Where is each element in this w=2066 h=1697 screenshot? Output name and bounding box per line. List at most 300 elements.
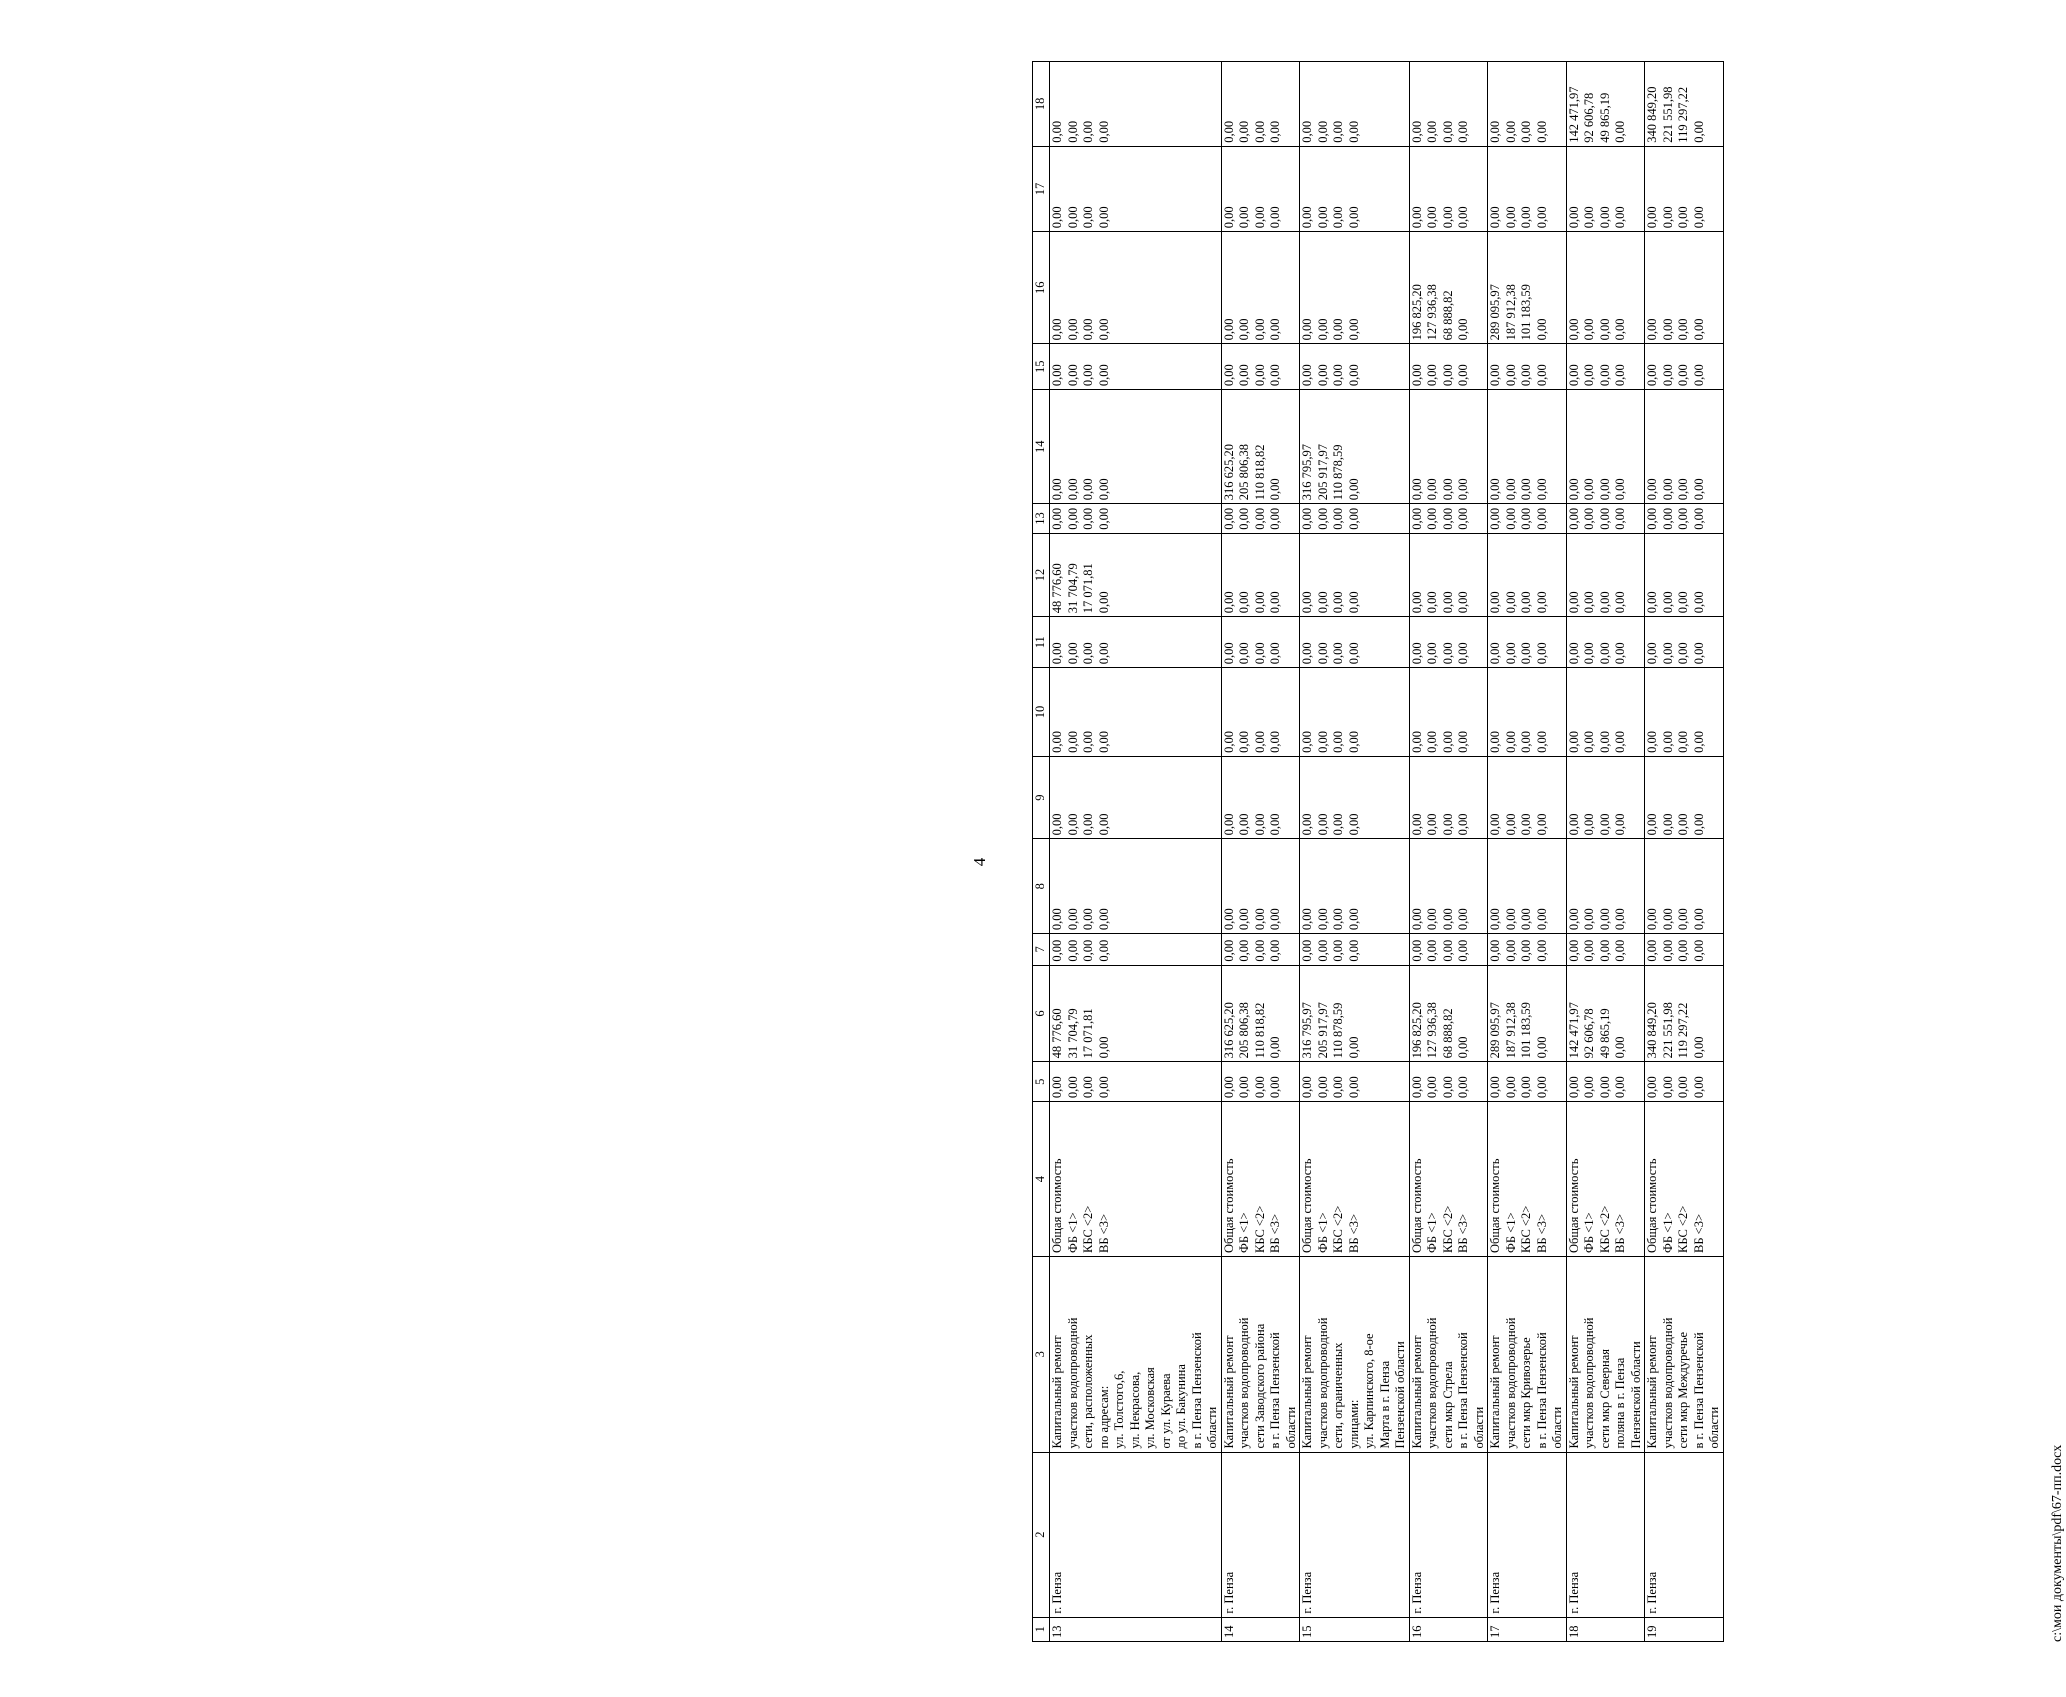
amount-value: 316 625,20: [1221, 1002, 1236, 1059]
amount-value: 110 818,82: [1252, 1002, 1267, 1059]
amount-cell: [1645, 390, 1724, 504]
amount-cell: [1566, 344, 1645, 390]
description-line: в г. Пенза Пензенской: [1456, 1332, 1470, 1449]
amount-value: 0,00: [1268, 813, 1282, 836]
amount-cell: [1566, 1062, 1645, 1102]
amount-value: 0,00: [1081, 507, 1095, 530]
amount-value: 0,00: [1096, 642, 1111, 665]
amount-value: 0,00: [1660, 908, 1675, 931]
funding-source-label: ВБ <3>: [1096, 1213, 1111, 1253]
amount-value: 0,00: [1597, 206, 1612, 229]
amount-value: 0,00: [1065, 206, 1080, 229]
amount-value: 0,00: [1065, 908, 1080, 931]
amount-value: 0,00: [1331, 364, 1345, 387]
amount-value: 31 704,79: [1065, 1008, 1080, 1059]
amount-value: 0,00: [1534, 364, 1549, 387]
amount-value: 0,00: [1237, 318, 1251, 341]
description-line: участков водопроводной: [1582, 1317, 1596, 1449]
amount-cell: [1645, 232, 1724, 344]
amount-cell: [1221, 232, 1300, 344]
amount-value: 0,00: [1346, 1036, 1361, 1059]
amount-cell: [1300, 232, 1410, 344]
amount-value: 0,00: [1597, 730, 1612, 753]
amount-value: 0,00: [1503, 642, 1518, 665]
amount-value: 0,00: [1315, 591, 1330, 614]
amount-value: 0,00: [1582, 813, 1596, 836]
funding-source-cell: [1488, 1102, 1567, 1257]
amount-value: 0,00: [1346, 478, 1361, 501]
amount-value: 0,00: [1691, 206, 1706, 229]
header-cell: 1: [1033, 1617, 1050, 1641]
amount-value: 0,00: [1503, 478, 1518, 501]
header-cell: 7: [1033, 934, 1050, 966]
amount-cell: [1566, 62, 1645, 147]
amount-value: 0,00: [1315, 364, 1330, 387]
amount-value: 0,00: [1566, 507, 1581, 530]
amount-value: 0,00: [1660, 642, 1675, 665]
funding-source-label: Общая стоимость: [1300, 1158, 1314, 1253]
description-line: сети мкр Междуречье: [1676, 1331, 1690, 1449]
amount-value: 0,00: [1425, 206, 1439, 229]
amount-value: 0,00: [1597, 642, 1612, 665]
amount-value: 0,00: [1566, 478, 1581, 501]
amount-value: 0,00: [1597, 507, 1612, 530]
amount-cell: [1488, 146, 1567, 232]
amount-value: 0,00: [1676, 364, 1690, 387]
amount-value: 0,00: [1050, 318, 1064, 341]
amount-value: 0,00: [1315, 1076, 1330, 1099]
description-line: ул. Толстого,6,: [1112, 1370, 1126, 1449]
amount-value: 0,00: [1050, 507, 1064, 530]
amount-cell: [1300, 934, 1410, 966]
amount-value: 0,00: [1409, 120, 1424, 143]
amount-value: 92 606,78: [1582, 92, 1596, 143]
description-line: участков водопроводной: [1660, 1317, 1675, 1449]
row-number-cell: 15: [1300, 1617, 1410, 1641]
funding-source-label: Общая стоимость: [1050, 1158, 1064, 1253]
header-cell: 13: [1033, 504, 1050, 534]
amount-value: 0,00: [1425, 908, 1439, 931]
amount-value: 0,00: [1268, 939, 1282, 962]
amount-value: 0,00: [1096, 908, 1111, 931]
project-description-cell: [1566, 1256, 1645, 1452]
description-line: сети мкр Северная: [1597, 1349, 1612, 1449]
amount-cell: [1050, 668, 1222, 757]
amount-cell: [1488, 390, 1567, 504]
funding-source-label: ФБ <1>: [1315, 1212, 1330, 1253]
amount-cell: [1221, 344, 1300, 390]
amount-value: 0,00: [1597, 478, 1612, 501]
amount-value: 0,00: [1645, 507, 1659, 530]
amount-value: 205 917,97: [1315, 443, 1330, 501]
amount-cell: [1566, 232, 1645, 344]
amount-cell: [1645, 504, 1724, 534]
amount-cell: [1645, 934, 1724, 966]
amount-value: 0,00: [1268, 908, 1282, 931]
amount-value: 0,00: [1691, 507, 1706, 530]
header-cell: 8: [1033, 839, 1050, 934]
amount-value: 205 806,38: [1237, 443, 1251, 501]
description-line: области: [1205, 1406, 1219, 1449]
description-line: в г. Пенза Пензенской: [1691, 1332, 1706, 1449]
amount-value: 0,00: [1456, 1036, 1470, 1059]
amount-value: 0,00: [1252, 591, 1267, 614]
amount-cell: [1221, 1062, 1300, 1102]
amount-value: 0,00: [1425, 730, 1439, 753]
amount-value: 0,00: [1252, 1076, 1267, 1099]
description-line: в г. Пенза Пензенской: [1268, 1332, 1282, 1449]
amount-value: 0,00: [1440, 642, 1455, 665]
amount-value: 0,00: [1300, 591, 1314, 614]
amount-value: 0,00: [1221, 591, 1236, 614]
amount-cell: [1050, 533, 1222, 617]
amount-value: 92 606,78: [1582, 1008, 1596, 1059]
amount-value: 0,00: [1221, 642, 1236, 665]
description-line: ул. Московская: [1143, 1367, 1157, 1449]
amount-cell: [1300, 344, 1410, 390]
table-row: [1300, 62, 1410, 1642]
amount-value: 0,00: [1534, 206, 1549, 229]
amount-cell: [1050, 344, 1222, 390]
amount-cell: [1488, 756, 1567, 839]
amount-value: 0,00: [1300, 364, 1314, 387]
amount-value: 0,00: [1597, 908, 1612, 931]
amount-value: 0,00: [1597, 318, 1612, 341]
amount-value: 0,00: [1237, 591, 1251, 614]
amount-value: 0,00: [1331, 813, 1345, 836]
description-line: ул. Некрасова,: [1127, 1371, 1142, 1449]
amount-cell: [1221, 390, 1300, 504]
amount-value: 0,00: [1237, 364, 1251, 387]
amount-value: 196 825,20: [1409, 1002, 1424, 1059]
amount-value: 0,00: [1252, 120, 1267, 143]
amount-value: 0,00: [1096, 1076, 1111, 1099]
amount-cell: [1409, 965, 1488, 1062]
amount-value: 0,00: [1315, 730, 1330, 753]
amount-value: 0,00: [1691, 318, 1706, 341]
amount-value: 0,00: [1456, 939, 1470, 962]
amount-value: 0,00: [1534, 1076, 1549, 1099]
amount-value: 0,00: [1691, 120, 1706, 143]
amount-value: 0,00: [1315, 318, 1330, 341]
amount-value: 49 865,19: [1597, 92, 1612, 143]
amount-cell: [1645, 668, 1724, 757]
description-line: сети мкр Кривозерье: [1519, 1337, 1533, 1449]
amount-value: 0,00: [1582, 206, 1596, 229]
funding-source-label: ВБ <3>: [1691, 1213, 1706, 1253]
amount-value: 0,00: [1346, 364, 1361, 387]
amount-value: 0,00: [1315, 939, 1330, 962]
amount-value: 0,00: [1409, 364, 1424, 387]
amount-value: 0,00: [1331, 1076, 1345, 1099]
amount-cell: [1050, 756, 1222, 839]
amount-value: 0,00: [1676, 642, 1690, 665]
amount-value: 0,00: [1613, 364, 1627, 387]
amount-cell: [1645, 1062, 1724, 1102]
amount-value: 0,00: [1300, 813, 1314, 836]
amount-cell: [1221, 617, 1300, 668]
description-line: ул. Карпинского, 8-ое: [1362, 1333, 1376, 1449]
amount-value: 0,00: [1660, 939, 1675, 962]
amount-value: 0,00: [1645, 813, 1659, 836]
amount-cell: [1645, 839, 1724, 934]
amount-value: 0,00: [1096, 507, 1111, 530]
amount-value: 0,00: [1503, 206, 1518, 229]
amount-value: 0,00: [1268, 120, 1282, 143]
header-cell: 10: [1033, 668, 1050, 757]
amount-cell: [1221, 146, 1300, 232]
amount-value: 0,00: [1425, 591, 1439, 614]
amount-value: 0,00: [1065, 507, 1080, 530]
amount-value: 0,00: [1519, 1076, 1533, 1099]
amount-cell: [1566, 617, 1645, 668]
amount-cell: [1050, 1062, 1222, 1102]
page-number: 4: [970, 857, 989, 867]
amount-cell: [1050, 965, 1222, 1062]
amount-value: 0,00: [1456, 908, 1470, 931]
amount-value: 0,00: [1582, 939, 1596, 962]
amount-value: 0,00: [1566, 1076, 1581, 1099]
amount-cell: [1300, 390, 1410, 504]
amount-value: 0,00: [1409, 939, 1424, 962]
amount-cell: [1566, 965, 1645, 1062]
amount-value: 0,00: [1252, 730, 1267, 753]
amount-cell: [1409, 232, 1488, 344]
amount-cell: [1050, 146, 1222, 232]
amount-cell: [1409, 146, 1488, 232]
amount-value: 0,00: [1676, 813, 1690, 836]
amount-value: 0,00: [1503, 1076, 1518, 1099]
description-line: Марта в г. Пенза: [1377, 1360, 1392, 1449]
amount-cell: [1221, 756, 1300, 839]
amount-value: 0,00: [1613, 318, 1627, 341]
funding-source-label: ФБ <1>: [1582, 1212, 1596, 1253]
funding-source-label: ФБ <1>: [1237, 1212, 1251, 1253]
amount-value: 0,00: [1425, 1076, 1439, 1099]
amount-value: 0,00: [1252, 507, 1267, 530]
amount-value: 0,00: [1597, 939, 1612, 962]
amount-value: 0,00: [1268, 206, 1282, 229]
amount-cell: [1409, 62, 1488, 147]
amount-value: 0,00: [1613, 206, 1627, 229]
amount-cell: [1566, 839, 1645, 934]
amount-value: 0,00: [1613, 642, 1627, 665]
amount-value: 0,00: [1268, 591, 1282, 614]
amount-value: 0,00: [1065, 642, 1080, 665]
amount-value: 0,00: [1566, 642, 1581, 665]
amount-cell: [1221, 533, 1300, 617]
amount-value: 0,00: [1660, 1076, 1675, 1099]
amount-value: 0,00: [1582, 642, 1596, 665]
amount-value: 0,00: [1488, 1076, 1502, 1099]
amount-value: 0,00: [1519, 939, 1533, 962]
table-row: [1488, 62, 1567, 1642]
amount-cell: [1566, 934, 1645, 966]
amount-value: 0,00: [1221, 730, 1236, 753]
description-line: области: [1707, 1406, 1721, 1449]
amount-value: 0,00: [1519, 364, 1533, 387]
amount-value: 0,00: [1300, 730, 1314, 753]
row-number-cell: 13: [1050, 1617, 1222, 1641]
description-line: сети Заводского района: [1252, 1323, 1267, 1449]
amount-value: 0,00: [1440, 939, 1455, 962]
amount-value: 0,00: [1050, 642, 1064, 665]
amount-value: 0,00: [1534, 642, 1549, 665]
amount-cell: [1645, 756, 1724, 839]
amount-value: 0,00: [1660, 813, 1675, 836]
amount-value: 0,00: [1582, 318, 1596, 341]
amount-cell: [1645, 617, 1724, 668]
amount-value: 0,00: [1346, 120, 1361, 143]
amount-value: 0,00: [1081, 1076, 1095, 1099]
amount-value: 0,00: [1237, 507, 1251, 530]
amount-value: 0,00: [1691, 939, 1706, 962]
amount-value: 0,00: [1440, 364, 1455, 387]
header-cell: 11: [1033, 617, 1050, 668]
project-description-cell: [1645, 1256, 1724, 1452]
amount-value: 0,00: [1503, 813, 1518, 836]
amount-value: 0,00: [1613, 730, 1627, 753]
amount-value: 0,00: [1676, 591, 1690, 614]
amount-value: 0,00: [1456, 206, 1470, 229]
amount-value: 0,00: [1425, 642, 1439, 665]
amount-value: 0,00: [1081, 908, 1095, 931]
amount-value: 0,00: [1488, 206, 1502, 229]
amount-value: 0,00: [1456, 507, 1470, 530]
amount-cell: [1300, 617, 1410, 668]
funding-source-label: Общая стоимость: [1645, 1158, 1659, 1253]
amount-value: 0,00: [1425, 813, 1439, 836]
amount-value: 0,00: [1221, 507, 1236, 530]
amount-value: 101 183,59: [1519, 284, 1533, 341]
funding-source-label: Общая стоимость: [1221, 1158, 1236, 1253]
description-line: Пензенской области: [1393, 1341, 1407, 1449]
amount-value: 0,00: [1331, 206, 1345, 229]
amount-value: 0,00: [1300, 908, 1314, 931]
amount-cell: [1566, 390, 1645, 504]
amount-value: 0,00: [1252, 813, 1267, 836]
amount-value: 0,00: [1660, 318, 1675, 341]
amount-value: 0,00: [1534, 908, 1549, 931]
amount-value: 0,00: [1534, 507, 1549, 530]
funding-source-cell: [1566, 1102, 1645, 1257]
amount-value: 110 878,59: [1331, 444, 1345, 501]
amount-value: 0,00: [1346, 206, 1361, 229]
amount-value: 0,00: [1645, 1076, 1659, 1099]
amount-value: 0,00: [1660, 206, 1675, 229]
funding-table: [1032, 61, 1724, 1642]
amount-cell: [1488, 668, 1567, 757]
header-cell: 12: [1033, 533, 1050, 617]
table-row: [1221, 62, 1300, 1642]
amount-value: 0,00: [1081, 120, 1095, 143]
amount-value: 0,00: [1613, 1076, 1627, 1099]
amount-value: 0,00: [1252, 206, 1267, 229]
amount-value: 0,00: [1660, 507, 1675, 530]
amount-cell: [1409, 756, 1488, 839]
amount-value: 0,00: [1691, 1076, 1706, 1099]
amount-value: 0,00: [1534, 730, 1549, 753]
municipality-cell: г. Пенза: [1645, 1452, 1724, 1617]
header-cell: 6: [1033, 965, 1050, 1062]
amount-cell: [1300, 533, 1410, 617]
amount-value: 0,00: [1346, 642, 1361, 665]
amount-value: 0,00: [1252, 364, 1267, 387]
description-line: участков водопроводной: [1315, 1317, 1330, 1449]
amount-value: 340 849,20: [1645, 86, 1659, 143]
funding-source-label: КБС <2>: [1676, 1205, 1690, 1253]
header-cell: 15: [1033, 344, 1050, 390]
municipality-cell: г. Пенза: [1300, 1452, 1410, 1617]
amount-value: 0,00: [1597, 591, 1612, 614]
amount-value: 0,00: [1050, 908, 1064, 931]
amount-cell: [1488, 504, 1567, 534]
amount-cell: [1488, 533, 1567, 617]
amount-value: 0,00: [1613, 939, 1627, 962]
amount-value: 0,00: [1081, 206, 1095, 229]
header-cell: 9: [1033, 756, 1050, 839]
amount-value: 0,00: [1519, 591, 1533, 614]
amount-value: 221 551,98: [1660, 86, 1675, 143]
amount-cell: [1050, 232, 1222, 344]
amount-value: 0,00: [1331, 318, 1345, 341]
funding-source-label: КБС <2>: [1597, 1205, 1612, 1253]
amount-value: 0,00: [1409, 908, 1424, 931]
amount-value: 0,00: [1050, 206, 1064, 229]
amount-value: 0,00: [1456, 730, 1470, 753]
amount-value: 0,00: [1096, 206, 1111, 229]
amount-value: 0,00: [1534, 120, 1549, 143]
amount-value: 0,00: [1534, 478, 1549, 501]
amount-value: 0,00: [1221, 206, 1236, 229]
amount-value: 0,00: [1645, 939, 1659, 962]
amount-cell: [1488, 344, 1567, 390]
amount-cell: [1221, 965, 1300, 1062]
amount-value: 0,00: [1582, 908, 1596, 931]
funding-source-label: Общая стоимость: [1488, 1158, 1502, 1253]
amount-value: 0,00: [1346, 318, 1361, 341]
amount-value: 17 071,81: [1081, 563, 1095, 614]
amount-value: 0,00: [1315, 813, 1330, 836]
amount-value: 0,00: [1456, 642, 1470, 665]
funding-source-label: КБС <2>: [1440, 1205, 1455, 1253]
table-row: [1409, 62, 1488, 1642]
amount-value: 0,00: [1503, 591, 1518, 614]
amount-value: 0,00: [1645, 908, 1659, 931]
amount-value: 0,00: [1081, 939, 1095, 962]
amount-value: 0,00: [1645, 478, 1659, 501]
amount-value: 110 878,59: [1331, 1002, 1345, 1059]
amount-value: 0,00: [1315, 120, 1330, 143]
amount-value: 0,00: [1268, 478, 1282, 501]
amount-value: 0,00: [1503, 730, 1518, 753]
amount-value: 0,00: [1096, 939, 1111, 962]
amount-value: 0,00: [1096, 318, 1111, 341]
description-line: от ул. Кураева: [1158, 1373, 1173, 1449]
amount-value: 0,00: [1252, 939, 1267, 962]
amount-value: 0,00: [1237, 642, 1251, 665]
header-cell: 18: [1033, 62, 1050, 147]
amount-value: 0,00: [1065, 1076, 1080, 1099]
amount-value: 0,00: [1676, 1076, 1690, 1099]
amount-value: 0,00: [1409, 813, 1424, 836]
amount-cell: [1221, 668, 1300, 757]
amount-value: 0,00: [1065, 939, 1080, 962]
amount-value: 0,00: [1519, 642, 1533, 665]
description-line: Капитальный ремонт: [1409, 1335, 1424, 1449]
amount-value: 0,00: [1065, 730, 1080, 753]
description-line: сети мкр Стрела: [1440, 1361, 1455, 1449]
